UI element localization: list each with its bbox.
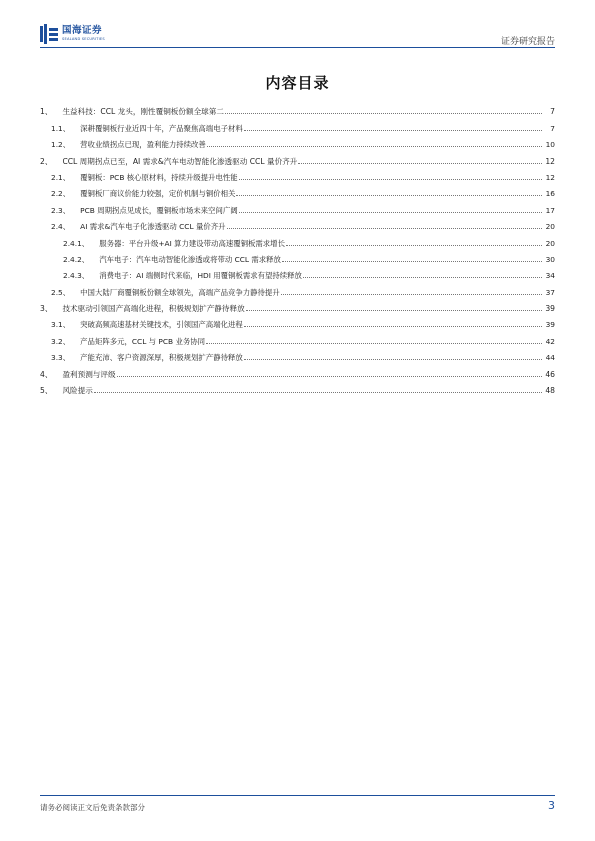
- toc-entry-label: 盈利预测与评级: [62, 369, 116, 379]
- toc-leader-dots: [94, 392, 542, 393]
- toc-entry[interactable]: [40, 149, 555, 165]
- toc-leader-dots: [239, 212, 542, 213]
- toc-leader-dots: [303, 277, 542, 278]
- toc-leader-dots: [281, 294, 542, 295]
- toc-entry[interactable]: [40, 100, 555, 116]
- toc-entry-page: 37: [545, 287, 555, 297]
- toc-entry-number: 2.5、: [51, 287, 71, 297]
- footer-divider: [40, 795, 555, 796]
- toc-entry-number: 3.1、: [51, 320, 71, 330]
- toc-entry-page: 30: [545, 254, 555, 264]
- toc-leader-dots: [206, 343, 542, 344]
- toc-leader-dots: [117, 376, 542, 377]
- toc-entry-label: AI 需求&汽车电子化渗透驱动 CCL 量价齐升: [80, 222, 226, 232]
- toc-entry-number: 2.2、: [51, 189, 71, 199]
- toc-entry-page: 10: [545, 140, 555, 150]
- toc-entry[interactable]: [40, 346, 555, 362]
- toc-leader-dots: [244, 130, 542, 131]
- toc-entry[interactable]: [40, 379, 555, 395]
- toc-leader-dots: [207, 146, 542, 147]
- toc-entry-page: 44: [545, 353, 555, 363]
- toc-entry-label: 突破高频高速基材关键技术，引领国产高端化进程: [80, 320, 243, 330]
- report-type-label: 证券研究报告: [500, 37, 555, 47]
- page-number: 3: [548, 799, 555, 812]
- toc-entry[interactable]: [40, 248, 555, 264]
- toc-entry-page: 16: [545, 189, 555, 199]
- toc-leader-dots: [244, 359, 542, 360]
- toc-entry[interactable]: [40, 198, 555, 214]
- page-header: [40, 22, 555, 46]
- toc-leader-dots: [298, 163, 542, 164]
- toc-entry-number: 2.3、: [51, 205, 71, 215]
- toc-entry[interactable]: [40, 133, 555, 149]
- toc-entry-number: 4、: [40, 369, 53, 379]
- toc-entry[interactable]: [40, 231, 555, 247]
- toc-entry[interactable]: [40, 329, 555, 345]
- toc-entry-number: 2.4.3、: [63, 271, 90, 281]
- toc-entry-label: 产能充沛、客户资源深厚，积极规划扩产静待释放: [80, 353, 243, 363]
- toc-entry-label: 深耕覆铜板行业近四十年，产品聚焦高端电子材料: [80, 123, 243, 133]
- toc-entry-label: 服务器：平台升级+AI 算力建设带动高速覆铜板需求增长: [99, 238, 285, 248]
- header-divider: [40, 47, 555, 48]
- toc-title: 内容目录: [265, 74, 330, 92]
- toc-entry-label: 覆铜板：PCB 核心原材料，持续升级提升电性能: [80, 172, 238, 182]
- toc-entry-number: 3、: [40, 304, 53, 314]
- toc-entry[interactable]: [40, 215, 555, 231]
- toc-entry-label: 风险提示: [62, 386, 93, 396]
- toc-leader-dots: [244, 326, 542, 327]
- toc-entry-page: 39: [545, 304, 555, 314]
- toc-entry-number: 3.3、: [51, 353, 71, 363]
- toc-entry-number: 2.4、: [51, 222, 71, 232]
- toc-entry-number: 1、: [40, 107, 53, 117]
- toc-entry[interactable]: [40, 182, 555, 198]
- toc-entry-number: 2.4.2、: [63, 254, 90, 264]
- toc-entry[interactable]: [40, 362, 555, 378]
- toc-entry[interactable]: [40, 297, 555, 313]
- toc-entry-page: 7: [550, 123, 555, 133]
- toc-entry-label: CCL 周期拐点已至，AI 需求&汽车电动智能化渗透驱动 CCL 量价齐升: [62, 156, 298, 166]
- toc-entry-page: 46: [545, 369, 555, 379]
- toc-entry-number: 5、: [40, 386, 53, 396]
- toc-entry-page: 17: [545, 205, 555, 215]
- toc-entry[interactable]: [40, 116, 555, 132]
- toc-leader-dots: [225, 113, 542, 114]
- toc-leader-dots: [286, 245, 542, 246]
- table-of-contents: [40, 100, 555, 395]
- toc-entry-label: 产品矩阵多元，CCL 与 PCB 业务协同: [80, 336, 206, 346]
- toc-entry-page: 12: [545, 156, 555, 166]
- toc-entry[interactable]: [40, 166, 555, 182]
- toc-leader-dots: [246, 310, 542, 311]
- toc-entry-number: 1.1、: [51, 123, 71, 133]
- toc-entry-page: 42: [545, 336, 555, 346]
- toc-entry-label: 中国大陆厂商覆铜板份额全球领先，高端产品竞争力静待提升: [80, 287, 280, 297]
- toc-entry-label: 技术驱动引领国产高端化进程，积极规划扩产静待释放: [62, 304, 245, 314]
- toc-leader-dots: [236, 195, 542, 196]
- page-footer: [40, 797, 555, 813]
- toc-entry-label: 汽车电子：汽车电动智能化渗透或将带动 CCL 需求释放: [99, 254, 281, 264]
- toc-entry-page: 34: [545, 271, 555, 281]
- disclaimer-text: 请务必阅读正文后免责条款部分: [40, 803, 145, 812]
- toc-entry[interactable]: [40, 264, 555, 280]
- toc-entry-page: 12: [545, 172, 555, 182]
- toc-entry-page: 7: [550, 107, 555, 117]
- toc-entry[interactable]: [40, 280, 555, 296]
- toc-entry-number: 1.2、: [51, 140, 71, 150]
- toc-entry-page: 20: [545, 238, 555, 248]
- toc-entry-number: 3.2、: [51, 336, 71, 346]
- toc-entry-label: 消费电子：AI 端侧时代来临，HDI 用覆铜板需求有望持续释放: [99, 271, 302, 281]
- toc-leader-dots: [227, 228, 542, 229]
- toc-entry-page: 48: [545, 386, 555, 396]
- toc-leader-dots: [282, 261, 542, 262]
- sealand-logo-icon: [40, 24, 58, 44]
- company-logo: [40, 22, 105, 46]
- toc-entry-label: 生益科技：CCL 龙头，刚性覆铜板份额全球第二: [62, 107, 224, 117]
- toc-entry-number: 2.1、: [51, 172, 71, 182]
- toc-entry[interactable]: [40, 313, 555, 329]
- toc-entry-label: 覆铜板厂商议价能力较强，定价机制与铜价相关: [80, 189, 236, 199]
- toc-entry-number: 2.4.1、: [63, 238, 90, 248]
- toc-entry-label: 营收业绩拐点已现，盈利能力持续改善: [80, 140, 206, 150]
- logo-chinese-text: 国海证券: [62, 25, 103, 37]
- logo-english-text: SEALAND SECURITIES: [62, 36, 105, 41]
- toc-entry-page: 20: [545, 222, 555, 232]
- toc-entry-label: PCB 周期拐点见成长，覆铜板市场未来空间广阔: [80, 205, 238, 215]
- toc-leader-dots: [239, 179, 542, 180]
- toc-entry-page: 39: [545, 320, 555, 330]
- toc-entry-number: 2、: [40, 156, 53, 166]
